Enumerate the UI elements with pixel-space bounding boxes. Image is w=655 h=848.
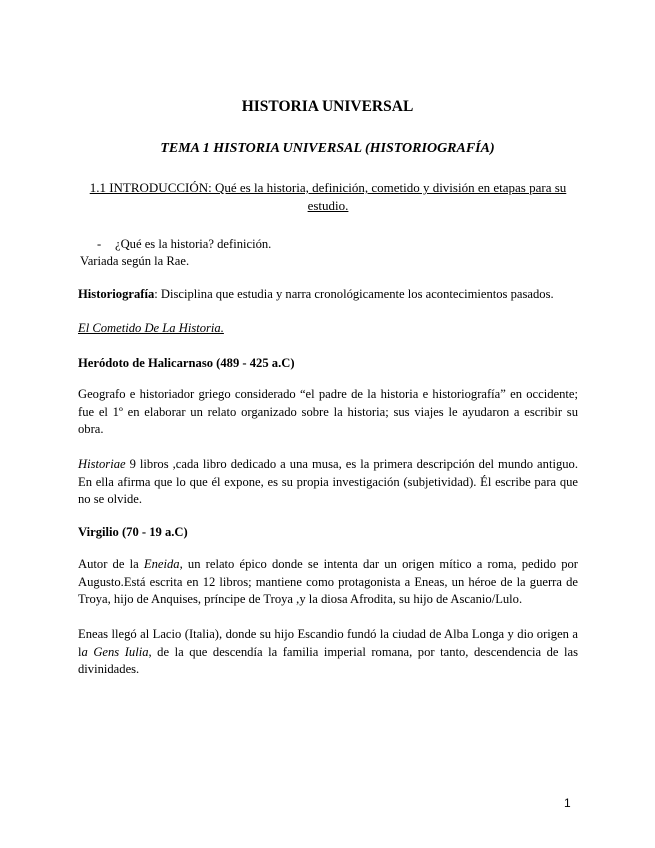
herodoto-heading [78,355,295,373]
historiae-paragraph [78,456,578,509]
cometido-heading: El Cometido De La Historia. [78,321,224,335]
historiae-title: Historiae [78,457,126,471]
herodoto-paragraph: Geografo e historiador griego considerado “el padre de la historia e historiografía” en occidente; fue el 1º en elaborar un relato organizado sobre la historia; sus viajes le ayudaron a escribir su obra. [78,387,578,436]
historiografia-term: Historiografía [78,287,155,301]
gens-iulia-title: a Gens Iulia [81,644,149,659]
document-subtitle: TEMA 1 HISTORIA UNIVERSAL (HISTORIOGRAFÍA) [160,141,495,156]
bullet-text: ¿Qué es la historia? definición. [115,237,272,251]
document-title: HISTORIA UNIVERSAL [241,98,414,115]
bullet-dash: - [97,237,102,251]
page-number: 1 [564,796,571,810]
herodoto-heading-text: Heródoto de Halicarnaso (489 - 425 a.C) [78,356,295,370]
eneas-post: , de la que descendía la familia imperial romana, por tanto, descendencia de las divinidades. [78,644,578,676]
eneida-pre: Autor de la [78,557,144,571]
eneas-pre: Eneas llegó al Lacio (Italia), donde su hijo Escandio fundó la ciudad de Alba Longa y dio origen a l [78,627,578,659]
variada-line: Variada según la Rae. [80,254,190,268]
virgilio-heading [78,524,188,542]
historiografia-definition [78,286,554,304]
eneida-text: un relato épico donde se intenta dar un origen mítico a roma, pedido por Augusto.Está escrita en 12 libros; mantiene como protagonista a Eneas, un héroe de la guerra de Troya, hijo de Anquises, príncipe de Troya ,y la diosa Afrodita, su hijo de Ascanio/Lulo. [78,557,578,606]
bullet-item [97,236,271,254]
virgilio-heading-text: Virgilio (70 - 19 a.C) [78,525,188,539]
intro-heading: 1.1 INTRODUCCIÓN: Qué es la historia, definición, cometido y división en etapas para su estudio. [89,180,567,213]
historiografia-text: : Disciplina que estudia y narra cronológicamente los acontecimientos pasados. [154,287,554,301]
eneas-paragraph [78,626,578,679]
eneida-title: Eneida, [143,557,183,571]
historiae-text: 9 libros ,cada libro dedicado a una musa, es la primera descripción del mundo antiguo. En ella afirma que lo que él expone, es su propia investigación (subjetividad). Él escribe para que no se olvide. [78,457,578,506]
eneida-paragraph [78,556,578,609]
